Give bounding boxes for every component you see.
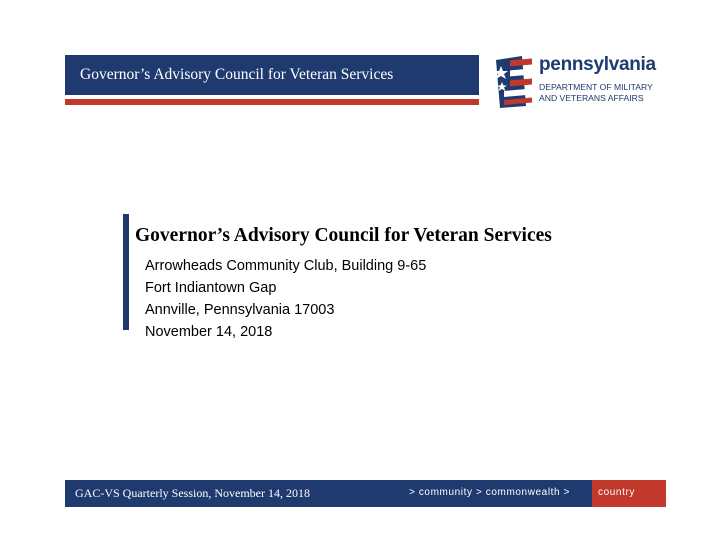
header-bar bbox=[65, 55, 479, 95]
flag-icon bbox=[492, 56, 534, 108]
header-title: Governor’s Advisory Council for Veteran Services bbox=[80, 66, 394, 83]
header-red-rule bbox=[65, 99, 479, 105]
detail-address: Annville, Pennsylvania 17003 bbox=[145, 302, 335, 318]
meeting-title: Governor’s Advisory Council for Veteran Services bbox=[135, 225, 552, 246]
detail-date: November 14, 2018 bbox=[145, 324, 273, 340]
footer-session-label: GAC-VS Quarterly Session, November 14, 2018 bbox=[75, 486, 310, 500]
logo-wordmark: pennsylvania bbox=[539, 54, 656, 75]
logo-dept-line1: DEPARTMENT OF MILITARY bbox=[539, 82, 653, 92]
logo-dept-line2: AND VETERANS AFFAIRS bbox=[539, 93, 644, 103]
title-accent-bar bbox=[123, 214, 129, 330]
footer-tagline: > community > commonwealth > bbox=[409, 487, 571, 498]
detail-site: Fort Indiantown Gap bbox=[145, 280, 277, 296]
detail-location: Arrowheads Community Club, Building 9-65 bbox=[145, 258, 427, 274]
footer-red-block bbox=[592, 480, 666, 507]
footer-bar bbox=[65, 480, 592, 507]
pa-dmva-logo bbox=[492, 56, 667, 108]
footer-tagline-country: country bbox=[598, 487, 635, 498]
